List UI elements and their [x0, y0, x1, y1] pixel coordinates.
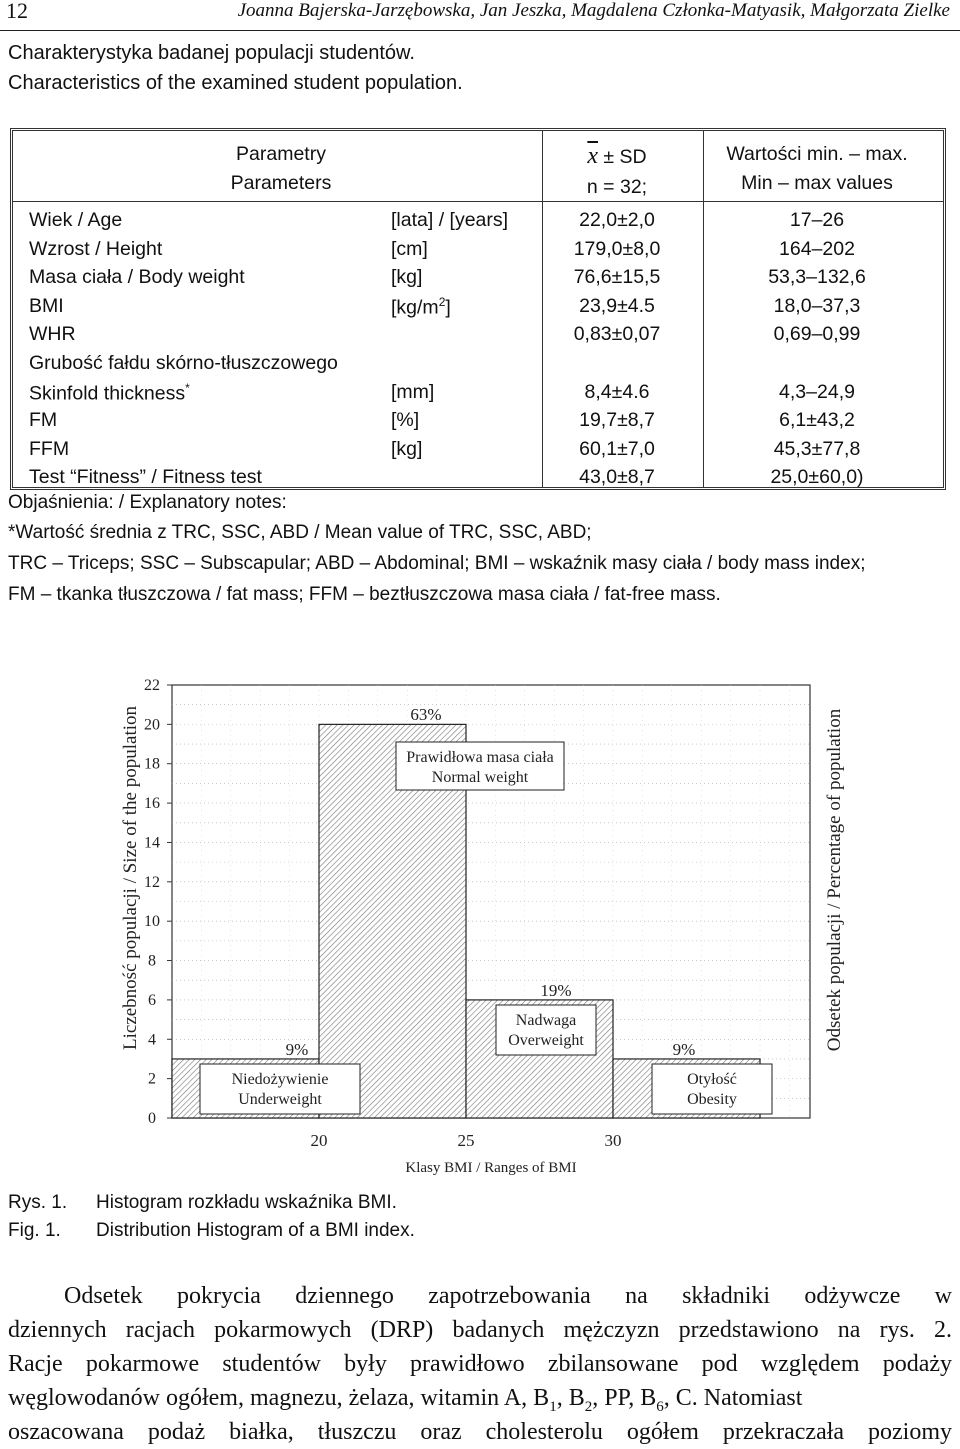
y-axis-title: Liczebność populacji / Size of the population	[120, 705, 141, 1051]
y-tick-label: 22	[144, 677, 160, 694]
notes-line-3: FM – tkanka tłuszczowa / fat mass; FFM – beztłuszczowa masa ciała / fat-free mass.	[8, 584, 721, 605]
row-mean-sd: 60,1±7,0	[579, 437, 655, 460]
x-tick-label: 20	[310, 1131, 328, 1150]
row-unit	[391, 381, 434, 404]
x-axis-title: Klasy BMI / Ranges of BMI	[405, 1160, 577, 1176]
row-minmax: 4,3–24,9	[779, 380, 855, 403]
row-unit-text: [mm]	[391, 380, 435, 403]
running-authors: Joanna Bajerska-Jarzębowska, Jan Jeszka, Magdalena Członka-Matyasik, Małgorzata Zielke	[237, 0, 950, 21]
bmi-histogram	[0, 660, 960, 1190]
bar-label-en: Obesity	[687, 1091, 737, 1108]
row-minmax: 6,1±43,2	[779, 409, 855, 432]
figure-label-pl: Rys. 1.	[8, 1192, 68, 1213]
y-axis-title-right: Odsetek populacji / Percentage of population	[824, 708, 845, 1052]
row-mean-sd: 43,0±8,7	[579, 466, 655, 489]
y-tick-label: 4	[148, 1031, 156, 1049]
row-mean-sd: 23,9±4.5	[579, 294, 655, 317]
row-name-text: Skinfold thickness	[29, 382, 186, 405]
subscript: 1	[549, 1398, 557, 1415]
sd-label: ± SD	[603, 146, 647, 168]
x-tick-label: 30	[604, 1131, 622, 1150]
row-unit-text: [%]	[391, 409, 420, 432]
row-name	[29, 466, 262, 489]
row-unit	[391, 295, 451, 320]
row-unit	[391, 238, 428, 261]
bar-label-en: Normal weight	[431, 769, 529, 786]
mean-symbol: $\overline{x}$	[587, 143, 599, 169]
y-tick-label: 18	[144, 755, 160, 773]
row-name	[29, 295, 64, 318]
characteristics-table	[10, 128, 946, 490]
row-name	[29, 438, 69, 461]
row-unit	[391, 409, 419, 432]
x-tick-label: 25	[457, 1131, 475, 1150]
subscript: 6	[656, 1398, 664, 1415]
bar-percent-label: 9%	[672, 1040, 696, 1059]
paragraph-line-3: Racje pokarmowe studentów były prawidłowo zbilansowane pod względem podaży	[8, 1351, 952, 1377]
row-minmax: 25,0±60,0)	[770, 466, 864, 489]
header-mean-sd	[587, 143, 646, 170]
row-mean-sd: 19,7±8,7	[579, 409, 655, 432]
row-name	[29, 238, 162, 261]
row-name-text: Grubość fałdu skórno-tłuszczowego	[29, 352, 338, 374]
y-tick-label: 8	[148, 952, 156, 970]
bar-label-pl: Prawidłowa masa ciała	[406, 749, 554, 766]
row-name	[29, 352, 338, 375]
row-unit	[391, 266, 422, 289]
row-mean-sd: 0,83±0,07	[573, 323, 661, 346]
paragraph-line-4-text: , PP, B	[592, 1385, 657, 1411]
row-minmax: 53,3–132,6	[768, 266, 866, 289]
row-unit-text: [kg]	[391, 266, 423, 289]
header-parameters: Parameters	[230, 172, 332, 194]
row-name	[29, 323, 76, 346]
row-mean-sd: 22,0±2,0	[579, 209, 655, 231]
row-mean-sd: 8,4±4.6	[584, 380, 650, 403]
table-caption-pl: Charakterystyka badanej populacji studentów.	[8, 42, 415, 64]
row-minmax: 0,69–0,99	[773, 323, 861, 346]
row-mean-sd: 179,0±8,0	[573, 237, 661, 260]
y-tick-label: 20	[144, 716, 160, 734]
bar-label-pl: Niedożywienie	[231, 1071, 329, 1088]
row-name	[29, 209, 122, 232]
bar-label-pl: Nadwaga	[515, 1012, 577, 1029]
row-name-text: Wiek / Age	[29, 209, 123, 231]
paragraph-line-1: Odsetek pokrycia dziennego zapotrzebowania na składniki odżywcze w	[64, 1283, 952, 1309]
figure-caption-en: Distribution Histogram of a BMI index.	[96, 1220, 415, 1241]
row-name-text: WHR	[29, 323, 76, 346]
row-name-text: FFM	[29, 437, 70, 460]
row-name-text: Masa ciała / Body weight	[29, 266, 245, 289]
y-tick-label: 16	[144, 795, 160, 813]
paragraph-line-2: dziennych racjach pokarmowych (DRP) badanych mężczyzn przedstawiono na rys. 2.	[8, 1317, 952, 1343]
figure-caption-pl: Histogram rozkładu wskaźnika BMI.	[96, 1192, 397, 1213]
row-minmax: 45,3±77,8	[773, 437, 861, 460]
figure-label-en: Fig. 1.	[8, 1220, 61, 1241]
header-minmax-en: Min – max values	[741, 172, 893, 194]
row-name-text: Wzrost / Height	[29, 237, 163, 260]
row-minmax: 164–202	[779, 237, 855, 260]
row-minmax: 18,0–37,3	[773, 294, 861, 317]
row-unit-text: ]	[445, 296, 451, 319]
notes-title: Objaśnienia: / Explanatory notes:	[8, 492, 287, 513]
table-caption-en: Characteristics of the examined student population.	[8, 72, 463, 94]
bar-percent-label: 63%	[410, 705, 442, 724]
table-header-rule	[13, 201, 943, 202]
y-tick-label: 2	[148, 1070, 156, 1088]
row-unit-text: [kg/m	[391, 296, 439, 319]
header-n: n = 32;	[586, 176, 648, 198]
row-name	[29, 409, 57, 432]
row-unit	[391, 438, 422, 461]
table-divider	[703, 131, 704, 487]
bar-label-en: Underweight	[238, 1091, 322, 1108]
row-unit-text: [lata] / [years]	[391, 209, 509, 231]
y-tick-label: 14	[144, 834, 160, 852]
paragraph-line-4-text: , C. Natomiast	[663, 1385, 803, 1411]
notes-line-2: TRC – Triceps; SSC – Subscapular; ABD – Abdominal; BMI – wskaźnik masy ciała / body mass index;	[8, 553, 866, 574]
row-name-text: Test “Fitness” / Fitness test	[29, 466, 262, 489]
row-minmax: 17–26	[789, 209, 845, 231]
paragraph-line-4-text: węglowodanów ogółem, magnezu, żelaza, witamin A, B	[8, 1385, 550, 1411]
row-name-text: FM	[29, 409, 58, 432]
subscript: 2	[584, 1398, 593, 1415]
page-header	[0, 0, 960, 31]
bar-label-en: Overweight	[508, 1032, 584, 1049]
header-minmax-pl: Wartości min. – max.	[726, 143, 908, 165]
y-tick-label: 10	[144, 913, 160, 931]
row-mean-sd: 76,6±15,5	[573, 266, 661, 289]
header-parametry: Parametry	[236, 143, 326, 165]
row-name	[29, 266, 245, 289]
table-divider	[542, 131, 543, 487]
footnote-mark: *	[185, 380, 190, 395]
y-tick-label: 12	[144, 873, 160, 891]
notes-line-1: *Wartość średnia z TRC, SSC, ABD / Mean value of TRC, SSC, ABD;	[8, 522, 592, 543]
bar-percent-label: 9%	[285, 1040, 309, 1059]
row-name-text: BMI	[29, 294, 64, 317]
row-unit-text: [kg]	[391, 437, 423, 460]
row-unit-text: [cm]	[391, 237, 428, 260]
y-tick-label: 6	[148, 991, 156, 1009]
unit-superscript: 2	[438, 294, 446, 309]
paragraph-line-4-text: , B	[556, 1385, 585, 1411]
page-number: 12	[6, 0, 28, 23]
row-name	[29, 381, 190, 406]
bar-label-pl: Otyłość	[687, 1071, 737, 1088]
y-tick-label: 0	[148, 1110, 156, 1127]
paragraph-line-4	[8, 1385, 952, 1416]
bar-percent-label: 19%	[540, 981, 572, 1000]
paragraph-line-5: oszacowana podaż białka, tłuszczu oraz cholesterolu ogółem przekraczała poziomy	[8, 1419, 952, 1445]
row-unit	[391, 209, 508, 232]
